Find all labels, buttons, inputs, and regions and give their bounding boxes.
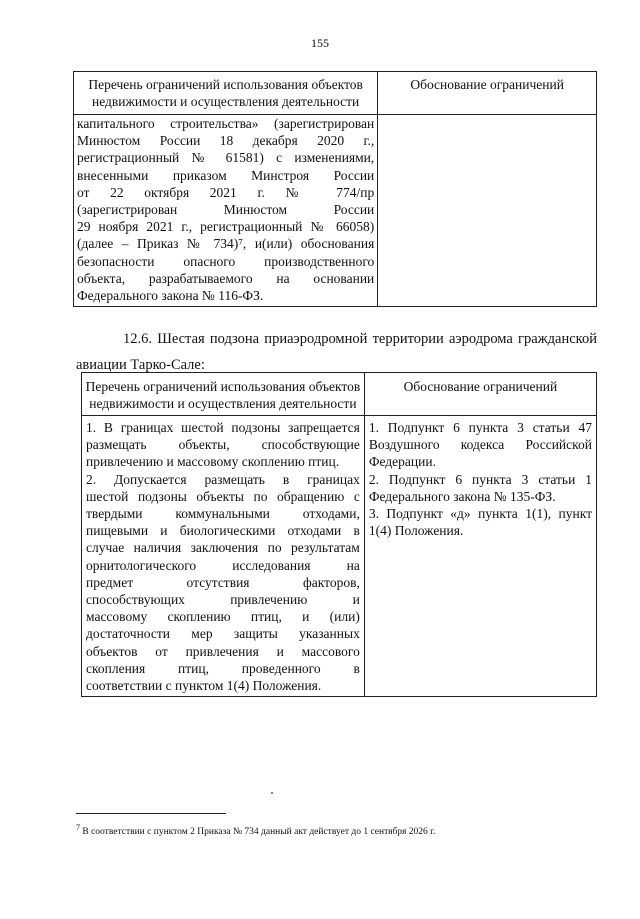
text-line: Федерального закона № 135-ФЗ.: [368, 488, 556, 504]
restrictions-text: [77, 115, 374, 304]
text-line: размещать объекты, способствующие: [86, 437, 360, 453]
text-line: твердыми коммунальными отходами,: [86, 506, 360, 522]
text-line: 1. В границах шестой подзоны запрещается: [86, 420, 360, 435]
restrictions-cell: [74, 115, 378, 307]
text-line: безопасности опасного производственного: [77, 253, 375, 269]
header-restrictions-list: Перечень ограничений использования объектов недвижимости и осуществления деятельности: [74, 72, 378, 115]
text-line: массовому скоплению птиц, и (или): [86, 609, 360, 625]
text-line: 3. Подпункт «д» пункта 1(1), пункт: [368, 506, 592, 522]
text-line: регистрационный № 61581) с изменениями,: [77, 150, 375, 166]
text-line: случае наличия заключения по результатам: [86, 540, 360, 556]
text-line: Минюстом России 18 декабря 2020 г.,: [77, 133, 375, 149]
justification-cell: [364, 416, 596, 697]
footnote-text: В соответствии с пунктом 2 Приказа № 734 данный акт действует до 1 сентября 2026 г.: [82, 827, 436, 837]
text-line: 2. Допускается размещать в границах: [86, 471, 360, 487]
restrictions-table-continued: [73, 71, 597, 307]
table-header-row: [74, 72, 597, 115]
table-row: [82, 416, 597, 697]
scan-speck: [271, 792, 273, 794]
restrictions-cell: [82, 416, 365, 697]
text-line: достаточности мер защиты указанных: [86, 626, 360, 642]
text-line: Воздушного кодекса Российской: [368, 437, 592, 453]
text-line: орнитологического исследования на: [86, 557, 360, 573]
header-justification: Обоснование ограничений: [364, 373, 596, 416]
text-line: 2. Подпункт 6 пункта 3 статьи 1: [368, 471, 592, 487]
sixth-subzone-table: [81, 372, 597, 697]
text-line: предмет отсутствия факторов,: [86, 574, 360, 590]
text-line: внесенными приказом Минстроя России: [77, 167, 375, 183]
justification-text: [369, 419, 592, 539]
text-line: пищевыми и биологическими отходами в: [86, 523, 360, 539]
text-line: шестой подзоны объекты по обращению с: [86, 488, 360, 504]
header-restrictions-list: Перечень ограничений использования объектов недвижимости и осуществления деятельности: [82, 373, 365, 416]
page-number: 155: [311, 36, 329, 50]
text-line: (далее – Приказ № 734)⁷, и(или) обоснования: [77, 236, 375, 252]
text-line: 29 ноября 2021 г., регистрационный № 66058): [77, 219, 375, 235]
header-justification: Обоснование ограничений: [378, 72, 597, 115]
restrictions-text: [86, 419, 360, 694]
footnote-marker: 7: [76, 822, 80, 832]
text-line: 1(4) Положения.: [368, 523, 464, 539]
text-line: объекта, разрабатываемого на основании: [77, 270, 375, 286]
text-line: (зарегистрирован Минюстом России: [77, 202, 375, 218]
text-line: соответствии с пунктом 1(4) Положения.: [86, 678, 322, 694]
text-line: привлечению и массовому скоплению птиц.: [86, 454, 340, 470]
text-line: объектов от привлечения и массового: [86, 643, 360, 659]
text-line: скопления птиц, проведенного в: [86, 660, 360, 676]
text-line: Федерации.: [368, 454, 436, 470]
justification-cell: [378, 115, 597, 307]
text-line: способствующих привлечению и: [86, 592, 360, 608]
text-line: от 22 октября 2021 г. № 774/пр: [77, 184, 375, 200]
table-row: [74, 115, 597, 307]
text-line: 1. Подпункт 6 пункта 3 статьи 47: [368, 420, 592, 435]
section-paragraph: 12.6. Шестая подзона приаэродромной территории аэродрома гражданской авиации Тарко-Сале:: [76, 331, 597, 373]
footnote: [76, 822, 596, 838]
footnote-separator: [76, 813, 226, 814]
text-line: Федерального закона № 116-ФЗ.: [77, 288, 264, 304]
text-line: капитального строительства» (зарегистрирован: [77, 116, 375, 131]
table-header-row: [82, 373, 597, 416]
